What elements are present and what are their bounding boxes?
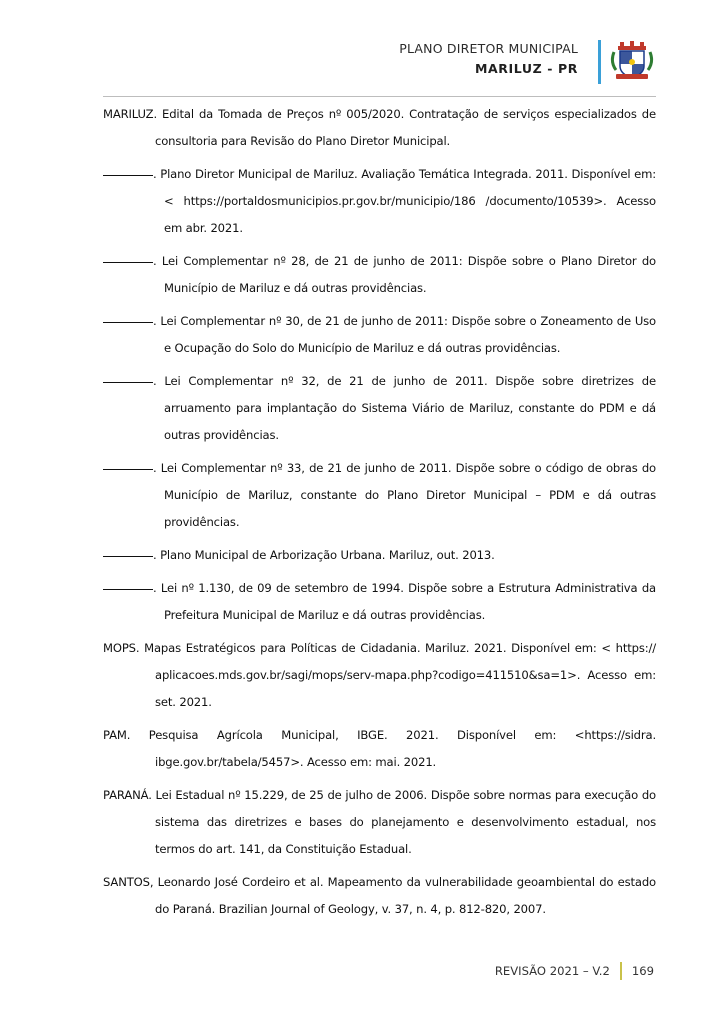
reference-entry: MARILUZ. Edital da Tomada de Preços nº 005/2020. Contratação de serviços especializados de consultoria para Revisão do Plano Diretor Municipal. [103,107,656,148]
repeat-author-rule [103,312,153,323]
reference-entry: . Lei Complementar nº 28, de 21 de junho de 2011: Dispõe sobre o Plano Diretor do Município de Mariluz e dá outras providências. [103,248,656,302]
repeat-author-rule [103,372,153,383]
page-footer [495,962,654,980]
reference-entry: MOPS. Mapas Estratégicos para Políticas de Cidadania. Mariluz. 2021. Disponível em: < https:// aplicacoes.mds.gov.br/sagi/mops/serv-mapa.php?codigo=411510&sa=1>. Acesso em: set. 2021. [103,641,656,709]
reference-entry: PARANÁ. Lei Estadual nº 15.229, de 25 de julho de 2006. Dispõe sobre normas para execução do sistema das diretrizes e bases do planejamento e desenvolvimento estadual, nos termos do art. 141, da Constituição Estadual. [103,788,656,856]
page-number: 169 [631,964,654,978]
reference-entry: . Lei Complementar nº 30, de 21 de junho de 2011: Dispõe sobre o Zoneamento de Uso e Ocupação do Solo do Município de Mariluz e dá outras providências. [103,308,656,362]
repeat-author-rule [103,459,153,470]
municipal-coat-of-arms-icon [610,40,654,82]
reference-entry: . Lei nº 1.130, de 09 de setembro de 1994. Dispõe sobre a Estrutura Administrativa da Prefeitura Municipal de Mariluz e dá outras providências. [103,575,656,629]
header-accent-bar [598,40,601,84]
footer-separator [620,962,622,980]
repeat-author-rule [103,546,153,557]
reference-entry: . Lei Complementar nº 33, de 21 de junho de 2011. Dispõe sobre o código de obras do Município de Mariluz, constante do Plano Diretor Municipal – PDM e dá outras providências. [103,455,656,536]
reference-entry: PAM. Pesquisa Agrícola Municipal, IBGE. 2021. Disponível em: <https://sidra. ibge.gov.br/tabela/5457>. Acesso em: mai. 2021. [103,728,656,769]
header-text [399,40,578,80]
repeat-author-rule [103,252,153,263]
reference-list [103,101,656,929]
revision-label: REVISÃO 2021 – V.2 [494,964,610,978]
reference-entry: . Plano Municipal de Arborização Urbana. Mariluz, out. 2013. [103,542,656,569]
repeat-author-rule [103,579,153,590]
reference-entry: . Plano Diretor Municipal de Mariluz. Avaliação Temática Integrada. 2011. Disponível em: < https://portaldosmunicipios.pr.gov.br/municipio/186 /documento/10539>. Acesso em abr. 2021. [103,161,656,242]
document-title: PLANO DIRETOR MUNICIPAL [399,41,578,56]
municipality-name: MARILUZ - PR [474,61,578,76]
repeat-author-rule [103,165,153,176]
reference-entry: SANTOS, Leonardo José Cordeiro et al. Mapeamento da vulnerabilidade geoambiental do estado do Paraná. Brazilian Journal of Geology, v. 37, n. 4, p. 812-820, 2007. [103,875,656,916]
reference-entry: . Lei Complementar nº 32, de 21 de junho de 2011. Dispõe sobre diretrizes de arruamento para implantação do Sistema Viário de Mariluz, constante do PDM e dá outras providências. [103,368,656,449]
header-divider [103,96,656,97]
